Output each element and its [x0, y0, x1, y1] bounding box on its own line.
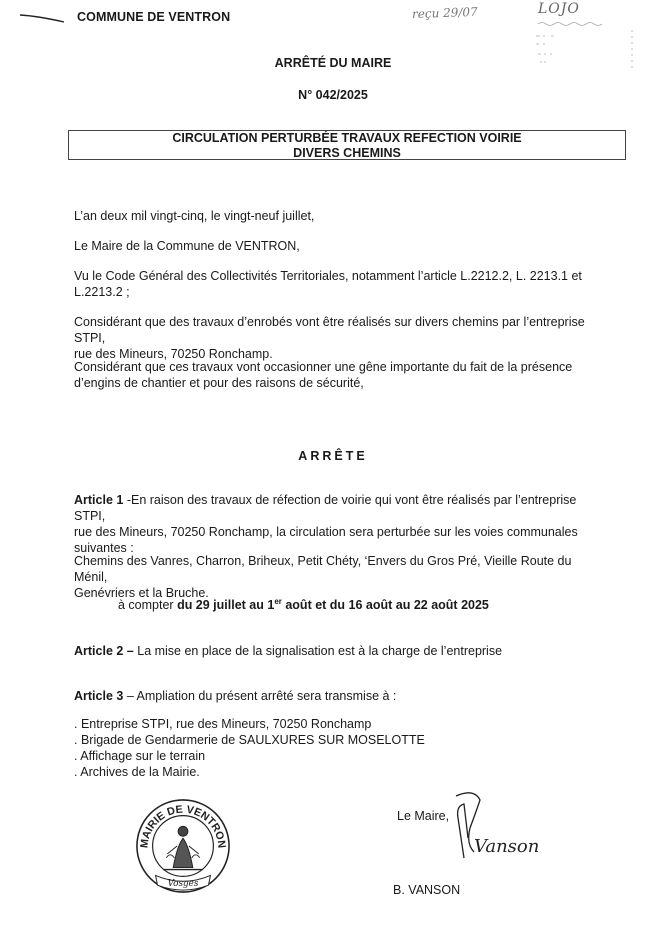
handwritten-reception-note: reçu 29/07	[411, 4, 478, 22]
seal-text-bottom: Vosges	[167, 879, 199, 890]
article-2-text: La mise en place de la signalisation est à la charge de l’entreprise	[133, 644, 503, 658]
legal-basis-line-1: Vu le Code Général des Collectivités Territoriales, notamment l’article L.2212.2, L. 2213.1 et	[74, 269, 582, 283]
legal-basis-line-2: L.2213.2 ;	[74, 285, 130, 299]
dates-line	[118, 598, 489, 612]
decree-title: ARRÊTÉ DU MAIRE	[274, 56, 392, 70]
date-line: L’an deux mil vingt-cinq, le vingt-neuf juillet,	[74, 209, 315, 223]
article-1-line-2: rue des Mineurs, 70250 Ronchamp, la circulation sera perturbée sur les voies communales	[74, 525, 578, 539]
article-1-text: -En raison des travaux de réfection de voirie qui vont être réalisés par l’entreprise STPI,	[74, 493, 577, 523]
dates-prefix: à compter	[118, 598, 178, 612]
seal-emblem	[163, 826, 202, 869]
mayor-line: Le Maire de la Commune de VENTRON,	[74, 239, 300, 253]
considerant-1-line-2: rue des Mineurs, 70250 Ronchamp.	[74, 347, 273, 361]
article-3-label: Article 3	[74, 689, 124, 703]
roads-line-2: Genévriers et la Bruche.	[74, 586, 209, 600]
considerant-1	[74, 314, 608, 362]
signature-text: Vanson	[474, 836, 540, 857]
dates-superscript: er	[274, 597, 282, 606]
article-1-line-1	[74, 492, 608, 524]
subject-box	[68, 130, 626, 160]
decree-number: N° 042/2025	[298, 88, 368, 102]
dates-part-2: août et du 16 août au 22 août 2025	[281, 598, 489, 612]
roads-list	[74, 553, 608, 601]
seal-text-top: MAIRIE DE VENTRON	[138, 803, 228, 849]
article-1-line-3: suivantes :	[74, 541, 134, 555]
article-3-text: – Ampliation du présent arrêté sera transmise à :	[123, 689, 397, 703]
arrete-heading: ARRÊTE	[298, 449, 368, 463]
considerant-1-line-1: Considérant que des travaux d’enrobés vont être réalisés sur divers chemins par l’entreprise STPI,	[74, 315, 585, 345]
considerant-2	[74, 359, 608, 391]
considerant-2-line-1: Considérant que ces travaux vont occasionner une gêne importante du fait de la présence	[74, 360, 573, 374]
article-1-label: Article 1	[74, 493, 124, 507]
roads-line-1: Chemins des Vanres, Charron, Briheux, Petit Chéty, ‘Envers du Gros Pré, Vieille Route du Ménil,	[74, 554, 572, 584]
article-3	[74, 688, 608, 704]
article-1	[74, 492, 608, 556]
dates-part-1: du 29 juillet au 1	[177, 598, 275, 612]
reception-stamp-code: LOJO	[538, 1, 580, 17]
article-2	[74, 643, 608, 659]
subject-line-2: DIVERS CHEMINS	[293, 146, 401, 160]
recipient-item: . Archives de la Mairie.	[74, 765, 200, 779]
recipient-item: . Affichage sur le terrain	[74, 749, 206, 763]
mairie-seal	[134, 796, 232, 896]
recipient-item: . Entreprise STPI, rue des Mineurs, 70250 Ronchamp	[74, 717, 372, 731]
subject-line-1: CIRCULATION PERTURBÉE TRAVAUX REFECTION VOIRIE	[172, 131, 522, 145]
mayor-label: Le Maire,	[397, 809, 450, 823]
recipient-item: . Brigade de Gendarmerie de SAULXURES SUR MOSELOTTE	[74, 733, 425, 747]
legal-basis	[74, 268, 608, 300]
mayor-name: B. VANSON	[393, 883, 461, 897]
mayor-signature	[434, 788, 544, 868]
commune-header: COMMUNE DE VENTRON	[77, 10, 231, 24]
considerant-2-line-2: d’engins de chantier et pour des raisons de sécurité,	[74, 376, 364, 390]
article-2-label: Article 2 –	[74, 644, 134, 658]
corner-mark	[18, 12, 66, 24]
